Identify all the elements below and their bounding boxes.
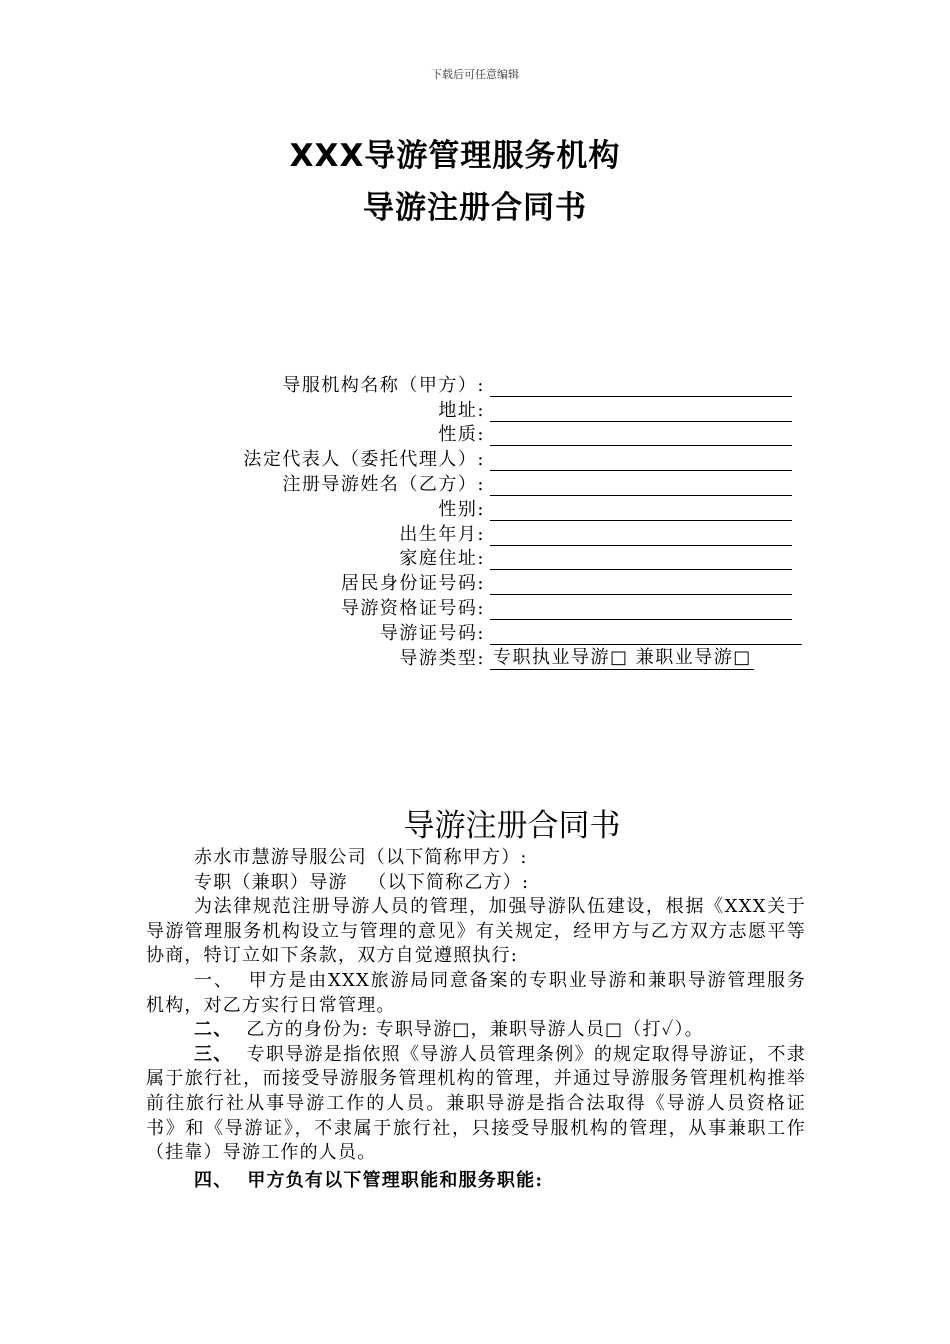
form-row-gender <box>150 496 810 521</box>
registration-form <box>150 372 810 670</box>
field-blank-line[interactable] <box>490 599 792 620</box>
field-blank-line[interactable] <box>490 525 792 546</box>
field-label: 法定代表人（委托代理人）: <box>243 449 485 471</box>
form-row-id-number <box>150 570 810 595</box>
form-row-home-address <box>150 546 810 571</box>
document-title-line2: 导游注册合同书 <box>363 190 587 226</box>
field-label: 居民身份证号码: <box>340 573 485 595</box>
clause-4: 四、 甲方负有以下管理职能和服务职能: <box>194 1169 544 1191</box>
field-blank-line[interactable] <box>490 376 792 397</box>
party-a-line: 赤水市慧游导服公司（以下简称甲方）: <box>194 847 528 868</box>
form-row-birth-date <box>150 521 810 546</box>
form-row-nature <box>150 422 810 447</box>
field-blank-line[interactable] <box>490 475 792 496</box>
field-blank-line[interactable] <box>490 574 792 595</box>
clause-3-number: 三、 <box>194 1043 233 1065</box>
form-row-guide-type <box>150 645 810 670</box>
field-blank-line[interactable] <box>490 549 792 570</box>
clause-3-text: 专职导游是指依照《导游人员管理条例》的规定取得导游证，不隶属于旅行社，而接受导游服务管理机构的管理，并通过导游服务管理机构推举前往旅行社从事导游工作的人员。兼职导游是指合法取得《导游人员资格证书》和《导游证》，不隶属于旅行社，只接受导服机构的管理，从事兼职工作（挂靠）导游工作的人员。 <box>146 1043 807 1164</box>
form-row-guide-license-number <box>150 620 810 645</box>
field-blank-line[interactable] <box>490 500 792 521</box>
field-blank-line[interactable] <box>490 425 792 446</box>
field-label: 出生年月: <box>399 523 485 545</box>
field-label: 导游证号码: <box>379 622 485 644</box>
form-row-qualification-number <box>150 595 810 620</box>
field-label: 家庭住址: <box>399 548 485 570</box>
form-row-guide-name <box>150 471 810 496</box>
field-label: 性别: <box>438 498 485 520</box>
clause-2-text: 乙方的身份为: 专职导游□，兼职导游人员□（打✓）。 <box>232 1019 704 1041</box>
intro-paragraph: 为法律规范注册导游人员的管理，加强导游队伍建设，根据《XXX关于导游管理服务机构设立与管理的意见》有关规定，经甲方与乙方双方志愿平等协商，特订立如下条款，双方自觉遵照执行: <box>146 896 806 967</box>
form-row-legal-representative <box>150 446 810 471</box>
clause-2 <box>146 1018 806 1043</box>
field-blank-line[interactable] <box>490 401 792 422</box>
contract-body <box>146 846 806 1193</box>
field-label: 导游资格证号码: <box>340 597 485 619</box>
field-label: 地址: <box>438 399 485 421</box>
header-note: 下载后可任意编辑 <box>431 68 519 81</box>
guide-type-options[interactable]: 专职执业导游□ 兼职业导游□ <box>490 643 754 670</box>
field-label: 注册导游姓名（乙方）: <box>282 473 485 495</box>
field-label: 导游类型: <box>399 647 485 669</box>
document-title-line1: XXX导游管理服务机构 <box>289 138 621 174</box>
field-blank-line[interactable] <box>490 450 792 471</box>
clause-2-number: 二、 <box>194 1019 233 1041</box>
form-row-address <box>150 397 810 422</box>
form-row-agency-name <box>150 372 810 397</box>
clause-3 <box>146 1043 806 1166</box>
party-b-line: 专职（兼职）导游 （以下简称乙方）: <box>194 871 530 893</box>
clause-1: 一、 甲方是由XXX旅游局同意备案的专职业导游和兼职导游管理服务机构，对乙方实行日常管理。 <box>146 969 806 1016</box>
section-title: 导游注册合同书 <box>403 808 621 844</box>
field-label: 性质: <box>438 424 485 446</box>
field-label: 导服机构名称（甲方）: <box>282 374 485 396</box>
